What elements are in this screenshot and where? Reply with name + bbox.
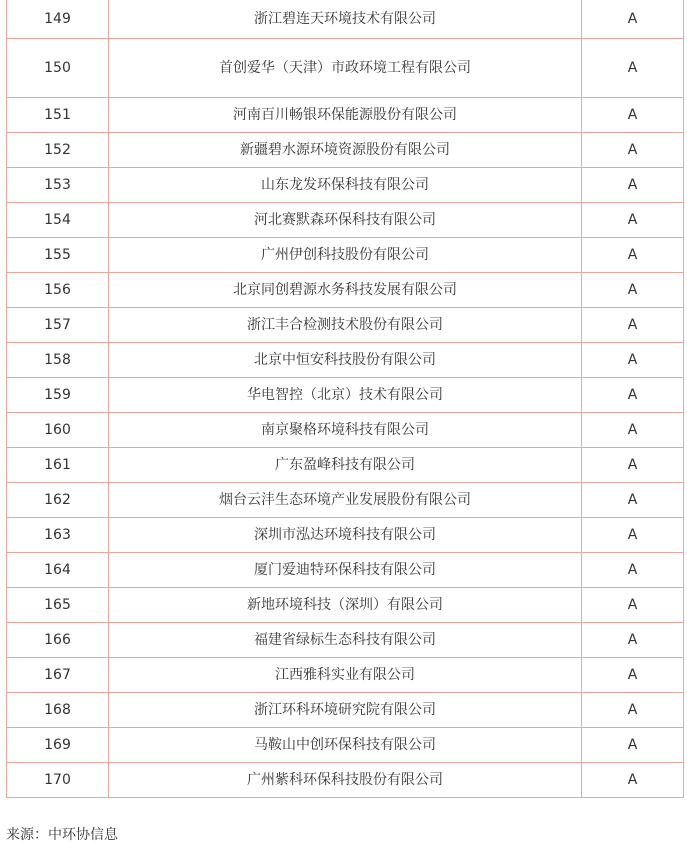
company-name: 南京聚格环境科技有限公司 xyxy=(109,413,582,448)
grade: A xyxy=(582,39,684,98)
company-name: 河北赛默森环保科技有限公司 xyxy=(109,203,582,238)
row-number: 168 xyxy=(7,693,109,728)
grade: A xyxy=(582,133,684,168)
row-number: 159 xyxy=(7,378,109,413)
table-row xyxy=(7,308,684,343)
row-number: 152 xyxy=(7,133,109,168)
grade: A xyxy=(582,413,684,448)
company-name: 深圳市泓达环境科技有限公司 xyxy=(109,518,582,553)
table-row xyxy=(7,483,684,518)
company-name-text: 首创爱华（天津）市政环境工程有限公司 xyxy=(219,59,471,76)
table-row xyxy=(7,238,684,273)
row-number: 150 xyxy=(7,39,109,98)
table-row xyxy=(7,448,684,483)
row-number: 153 xyxy=(7,168,109,203)
row-number: 167 xyxy=(7,658,109,693)
table-row xyxy=(7,658,684,693)
table-row xyxy=(7,763,684,798)
table-row xyxy=(7,39,684,98)
grade: A xyxy=(582,273,684,308)
company-name: 新地环境科技（深圳）有限公司 xyxy=(109,588,582,623)
company-name: 北京中恒安科技股份有限公司 xyxy=(109,343,582,378)
grade: A xyxy=(582,0,684,39)
company-grade-table xyxy=(6,0,684,798)
grade: A xyxy=(582,343,684,378)
source-caption: 来源：中环协信息 xyxy=(6,827,118,843)
company-name: 烟台云沣生态环境产业发展股份有限公司 xyxy=(109,483,582,518)
table-row xyxy=(7,588,684,623)
row-number: 164 xyxy=(7,553,109,588)
company-name xyxy=(109,39,582,98)
company-name: 北京同创碧源水务科技发展有限公司 xyxy=(109,273,582,308)
grade: A xyxy=(582,623,684,658)
company-name: 浙江环科环境研究院有限公司 xyxy=(109,693,582,728)
grade: A xyxy=(582,658,684,693)
table-row xyxy=(7,168,684,203)
grade: A xyxy=(582,203,684,238)
grade: A xyxy=(582,763,684,798)
company-name: 山东龙发环保科技有限公司 xyxy=(109,168,582,203)
row-number: 170 xyxy=(7,763,109,798)
company-name: 广州紫科环保科技股份有限公司 xyxy=(109,763,582,798)
table-row xyxy=(7,728,684,763)
row-number: 166 xyxy=(7,623,109,658)
grade: A xyxy=(582,693,684,728)
row-number: 155 xyxy=(7,238,109,273)
table-row xyxy=(7,623,684,658)
company-name: 新疆碧水源环境资源股份有限公司 xyxy=(109,133,582,168)
grade: A xyxy=(582,238,684,273)
company-name: 广州伊创科技股份有限公司 xyxy=(109,238,582,273)
grade: A xyxy=(582,483,684,518)
company-name: 福建省绿标生态科技有限公司 xyxy=(109,623,582,658)
company-name: 厦门爱迪特环保科技有限公司 xyxy=(109,553,582,588)
row-number: 161 xyxy=(7,448,109,483)
table-row xyxy=(7,553,684,588)
table-body xyxy=(7,0,684,798)
grade: A xyxy=(582,308,684,343)
company-grade-table-container xyxy=(6,0,682,798)
table-row xyxy=(7,0,684,39)
row-number: 169 xyxy=(7,728,109,763)
company-name: 江西雅科实业有限公司 xyxy=(109,658,582,693)
row-number: 163 xyxy=(7,518,109,553)
company-name: 浙江碧连天环境技术有限公司 xyxy=(109,0,582,39)
company-name: 华电智控（北京）技术有限公司 xyxy=(109,378,582,413)
table-row xyxy=(7,203,684,238)
grade: A xyxy=(582,98,684,133)
grade: A xyxy=(582,378,684,413)
row-number: 154 xyxy=(7,203,109,238)
row-number: 149 xyxy=(7,0,109,39)
table-row xyxy=(7,343,684,378)
company-name: 浙江丰合检测技术股份有限公司 xyxy=(109,308,582,343)
row-number: 158 xyxy=(7,343,109,378)
table-row xyxy=(7,518,684,553)
grade: A xyxy=(582,553,684,588)
row-number: 156 xyxy=(7,273,109,308)
table-row xyxy=(7,133,684,168)
grade: A xyxy=(582,448,684,483)
grade: A xyxy=(582,588,684,623)
row-number: 151 xyxy=(7,98,109,133)
company-name: 广东盈峰科技有限公司 xyxy=(109,448,582,483)
grade: A xyxy=(582,728,684,763)
table-row xyxy=(7,413,684,448)
table-row xyxy=(7,693,684,728)
row-number: 165 xyxy=(7,588,109,623)
row-number: 162 xyxy=(7,483,109,518)
grade: A xyxy=(582,168,684,203)
company-name: 河南百川畅银环保能源股份有限公司 xyxy=(109,98,582,133)
company-name: 马鞍山中创环保科技有限公司 xyxy=(109,728,582,763)
table-row xyxy=(7,98,684,133)
row-number: 157 xyxy=(7,308,109,343)
table-row xyxy=(7,378,684,413)
table-row xyxy=(7,273,684,308)
grade: A xyxy=(582,518,684,553)
row-number: 160 xyxy=(7,413,109,448)
